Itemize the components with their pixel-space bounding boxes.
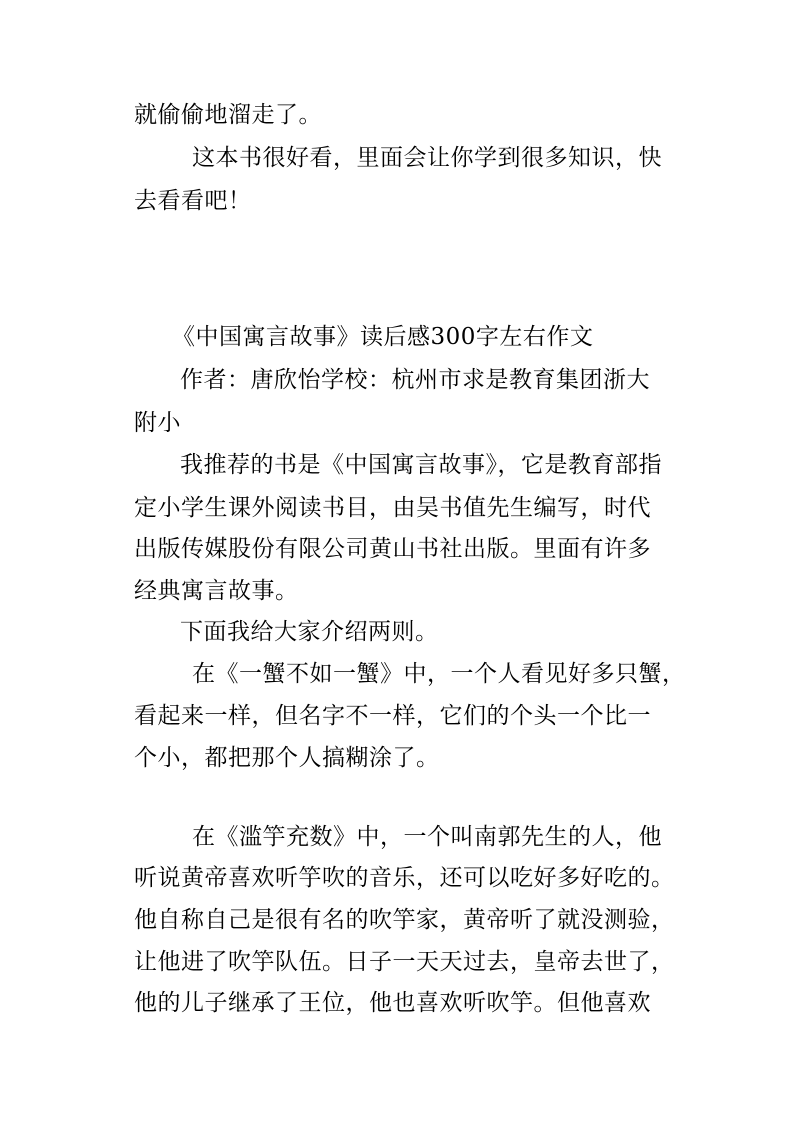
text-line: 附小 <box>134 410 181 436</box>
text-line: 定小学生课外阅读书目，由吴书值先生编写，时代 <box>134 495 651 521</box>
text-line: 去看看吧！ <box>134 188 252 214</box>
text-line: 就偷偷地溜走了。 <box>134 102 322 128</box>
author-line: 作者：唐欣怡学校：杭州市求是教育集团浙大 <box>180 367 650 393</box>
paragraph-line: 在《一蟹不如一蟹》中，一个人看见好多只蟹， <box>192 661 686 687</box>
text-line: 听说黄帝喜欢听竽吹的音乐，还可以吃好多好吃的。 <box>134 865 675 891</box>
text-line: 经典寓言故事。 <box>134 578 299 604</box>
paragraph-line: 在《滥竽充数》中，一个叫南郭先生的人，他 <box>192 824 662 850</box>
paragraph-line: 我推荐的书是《中国寓言故事》，它是教育部指 <box>180 452 662 478</box>
text-line: 他的儿子继承了王位，他也喜欢听吹竽。但他喜欢 <box>134 990 651 1016</box>
paragraph-line: 下面我给大家介绍两则。 <box>180 619 439 645</box>
text-line: 让他进了吹竽队伍。日子一天天过去，皇帝去世了， <box>134 949 675 975</box>
text-line: 看起来一样，但名字不一样，它们的个头一个比一 <box>134 703 651 729</box>
paragraph-line: 这本书很好看，里面会让你学到很多知识，快 <box>192 145 662 171</box>
text-line: 出版传媒股份有限公司黄山书社出版。里面有许多 <box>134 536 651 562</box>
text-line: 他自称自己是很有名的吹竽家，黄帝听了就没测验， <box>134 907 675 933</box>
article-title: 《中国寓言故事》读后感300字左右作文 <box>172 324 594 350</box>
text-line: 个小，都把那个人搞糊涂了。 <box>134 745 440 771</box>
